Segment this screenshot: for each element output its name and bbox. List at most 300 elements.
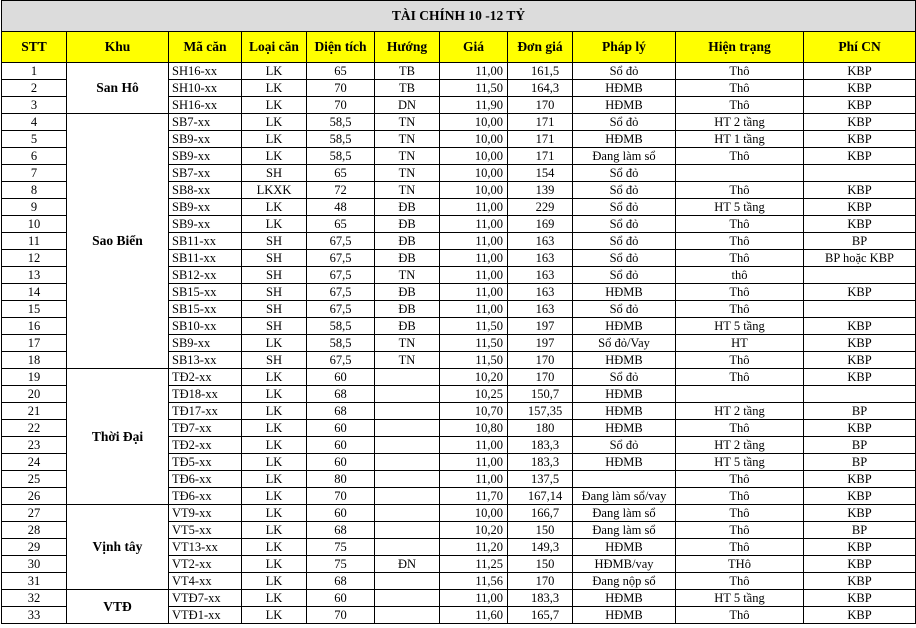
cell-ma-can: VT13-xx (169, 539, 242, 556)
cell-huong: TN (375, 335, 440, 352)
cell-ma-can: SB7-xx (169, 114, 242, 131)
cell-stt: 4 (2, 114, 67, 131)
cell-loai-can: LK (242, 522, 307, 539)
cell-loai-can: LK (242, 437, 307, 454)
cell-stt: 20 (2, 386, 67, 403)
cell-loai-can: LK (242, 488, 307, 505)
cell-don-gia: 171 (508, 148, 573, 165)
cell-phap-ly: HĐMB (573, 590, 676, 607)
cell-don-gia: 150 (508, 522, 573, 539)
cell-huong (375, 573, 440, 590)
cell-don-gia: 169 (508, 216, 573, 233)
cell-don-gia: 164,3 (508, 80, 573, 97)
cell-dien-tich: 70 (307, 80, 375, 97)
cell-dien-tich: 70 (307, 97, 375, 114)
header-dien-tich: Diện tích (307, 32, 375, 63)
cell-phap-ly: Sổ đỏ (573, 199, 676, 216)
cell-ma-can: SH16-xx (169, 63, 242, 80)
cell-phi-cn: KBP (804, 182, 916, 199)
cell-gia: 11,50 (440, 80, 508, 97)
cell-huong: TN (375, 352, 440, 369)
cell-ma-can: VT2-xx (169, 556, 242, 573)
cell-ma-can: SB11-xx (169, 250, 242, 267)
cell-phap-ly: Sổ đỏ (573, 250, 676, 267)
cell-gia: 11,00 (440, 454, 508, 471)
cell-gia: 10,00 (440, 505, 508, 522)
cell-hien-trang: Thô (676, 97, 804, 114)
cell-phi-cn (804, 386, 916, 403)
cell-phap-ly: HĐMB (573, 318, 676, 335)
cell-huong: ĐN (375, 556, 440, 573)
cell-phap-ly (573, 471, 676, 488)
cell-phi-cn (804, 267, 916, 284)
cell-ma-can: TĐ6-xx (169, 471, 242, 488)
cell-don-gia: 171 (508, 131, 573, 148)
cell-stt: 21 (2, 403, 67, 420)
cell-phi-cn: KBP (804, 284, 916, 301)
header-khu: Khu (67, 32, 169, 63)
cell-hien-trang: Thô (676, 80, 804, 97)
cell-loai-can: LK (242, 420, 307, 437)
cell-dien-tich: 60 (307, 454, 375, 471)
cell-stt: 19 (2, 369, 67, 386)
cell-don-gia: 183,3 (508, 437, 573, 454)
cell-don-gia: 180 (508, 420, 573, 437)
cell-hien-trang: Thô (676, 471, 804, 488)
cell-ma-can: SB9-xx (169, 131, 242, 148)
cell-ma-can: SH16-xx (169, 97, 242, 114)
cell-don-gia: 163 (508, 284, 573, 301)
cell-phap-ly: HĐMB (573, 97, 676, 114)
cell-stt: 27 (2, 505, 67, 522)
cell-gia: 10,70 (440, 403, 508, 420)
cell-dien-tich: 67,5 (307, 233, 375, 250)
cell-dien-tich: 72 (307, 182, 375, 199)
cell-hien-trang: HT 1 tầng (676, 131, 804, 148)
cell-phi-cn: KBP (804, 471, 916, 488)
cell-loai-can: LK (242, 148, 307, 165)
cell-ma-can: VT9-xx (169, 505, 242, 522)
cell-phap-ly: HĐMB (573, 403, 676, 420)
cell-ma-can: VT4-xx (169, 573, 242, 590)
zone-name: Sao Biển (67, 114, 169, 369)
cell-phi-cn: KBP (804, 148, 916, 165)
cell-gia: 10,25 (440, 386, 508, 403)
cell-don-gia: 149,3 (508, 539, 573, 556)
cell-loai-can: LK (242, 97, 307, 114)
cell-don-gia: 183,3 (508, 590, 573, 607)
cell-gia: 11,00 (440, 471, 508, 488)
cell-hien-trang: Thô (676, 216, 804, 233)
cell-stt: 29 (2, 539, 67, 556)
cell-don-gia: 163 (508, 267, 573, 284)
cell-phap-ly: Sổ đỏ (573, 165, 676, 182)
cell-ma-can: SB9-xx (169, 216, 242, 233)
cell-phap-ly: HĐMB (573, 420, 676, 437)
cell-stt: 1 (2, 63, 67, 80)
cell-ma-can: SB11-xx (169, 233, 242, 250)
cell-huong (375, 454, 440, 471)
cell-loai-can: LK (242, 454, 307, 471)
cell-stt: 13 (2, 267, 67, 284)
table-title: TÀI CHÍNH 10 -12 TỶ (2, 1, 916, 32)
cell-dien-tich: 58,5 (307, 335, 375, 352)
cell-stt: 7 (2, 165, 67, 182)
cell-loai-can: LK (242, 556, 307, 573)
cell-don-gia: 150,7 (508, 386, 573, 403)
cell-stt: 15 (2, 301, 67, 318)
cell-huong (375, 488, 440, 505)
zone-name: Vịnh tây (67, 505, 169, 590)
cell-stt: 8 (2, 182, 67, 199)
cell-don-gia: 165,7 (508, 607, 573, 624)
cell-huong: TN (375, 131, 440, 148)
cell-don-gia: 170 (508, 97, 573, 114)
cell-dien-tich: 60 (307, 590, 375, 607)
cell-phi-cn (804, 165, 916, 182)
cell-stt: 23 (2, 437, 67, 454)
cell-hien-trang: HT 5 tầng (676, 454, 804, 471)
cell-stt: 28 (2, 522, 67, 539)
cell-dien-tich: 58,5 (307, 131, 375, 148)
cell-ma-can: VTĐ1-xx (169, 607, 242, 624)
cell-phap-ly: HĐMB (573, 454, 676, 471)
cell-huong: ĐB (375, 301, 440, 318)
cell-don-gia: 167,14 (508, 488, 573, 505)
cell-phap-ly: Đang làm sổ (573, 522, 676, 539)
cell-hien-trang: Thô (676, 352, 804, 369)
table-header-row (2, 32, 916, 63)
cell-phap-ly: HĐMB (573, 607, 676, 624)
cell-ma-can: SB8-xx (169, 182, 242, 199)
cell-phap-ly: HĐMB (573, 80, 676, 97)
cell-huong: ĐB (375, 199, 440, 216)
cell-phap-ly: HĐMB (573, 352, 676, 369)
cell-hien-trang (676, 165, 804, 182)
cell-huong: ĐB (375, 216, 440, 233)
cell-stt: 33 (2, 607, 67, 624)
cell-huong (375, 386, 440, 403)
cell-loai-can: SH (242, 284, 307, 301)
cell-huong (375, 471, 440, 488)
cell-loai-can: SH (242, 352, 307, 369)
cell-gia: 11,00 (440, 63, 508, 80)
cell-phap-ly: HĐMB (573, 284, 676, 301)
cell-stt: 6 (2, 148, 67, 165)
cell-phi-cn: KBP (804, 607, 916, 624)
cell-dien-tich: 65 (307, 216, 375, 233)
cell-hien-trang: HT 2 tầng (676, 114, 804, 131)
cell-huong: TN (375, 182, 440, 199)
cell-stt: 31 (2, 573, 67, 590)
cell-don-gia: 183,3 (508, 454, 573, 471)
cell-huong (375, 607, 440, 624)
cell-hien-trang: Thô (676, 573, 804, 590)
cell-ma-can: VT5-xx (169, 522, 242, 539)
cell-phi-cn: KBP (804, 131, 916, 148)
cell-phap-ly: Đang làm sổ (573, 148, 676, 165)
cell-gia: 11,00 (440, 216, 508, 233)
cell-dien-tich: 60 (307, 505, 375, 522)
cell-dien-tich: 68 (307, 573, 375, 590)
cell-stt: 12 (2, 250, 67, 267)
cell-huong (375, 420, 440, 437)
cell-loai-can: SH (242, 267, 307, 284)
cell-phap-ly: HĐMB (573, 539, 676, 556)
cell-phap-ly: Đang làm sổ (573, 505, 676, 522)
cell-gia: 10,80 (440, 420, 508, 437)
table-title-row (2, 1, 916, 32)
cell-ma-can: TĐ2-xx (169, 437, 242, 454)
cell-dien-tich: 68 (307, 403, 375, 420)
cell-ma-can: SB12-xx (169, 267, 242, 284)
cell-hien-trang: HT 5 tầng (676, 590, 804, 607)
cell-gia: 11,50 (440, 318, 508, 335)
cell-huong: TN (375, 267, 440, 284)
cell-phi-cn: KBP (804, 488, 916, 505)
cell-hien-trang: Thô (676, 505, 804, 522)
cell-phi-cn: KBP (804, 369, 916, 386)
cell-don-gia: 161,5 (508, 63, 573, 80)
cell-loai-can: SH (242, 301, 307, 318)
cell-ma-can: SB9-xx (169, 199, 242, 216)
cell-huong (375, 403, 440, 420)
cell-phi-cn: KBP (804, 556, 916, 573)
cell-loai-can: LK (242, 386, 307, 403)
cell-dien-tich: 65 (307, 165, 375, 182)
cell-stt: 5 (2, 131, 67, 148)
cell-don-gia: 170 (508, 573, 573, 590)
cell-dien-tich: 60 (307, 420, 375, 437)
header-huong: Hướng (375, 32, 440, 63)
cell-don-gia: 170 (508, 352, 573, 369)
cell-gia: 10,20 (440, 522, 508, 539)
cell-hien-trang: Thô (676, 301, 804, 318)
cell-hien-trang: Thô (676, 284, 804, 301)
cell-gia: 11,50 (440, 352, 508, 369)
cell-gia: 11,90 (440, 97, 508, 114)
cell-gia: 11,00 (440, 267, 508, 284)
cell-ma-can: SB13-xx (169, 352, 242, 369)
cell-gia: 11,70 (440, 488, 508, 505)
cell-dien-tich: 67,5 (307, 352, 375, 369)
cell-ma-can: TĐ18-xx (169, 386, 242, 403)
cell-phap-ly: HĐMB (573, 386, 676, 403)
cell-ma-can: TĐ5-xx (169, 454, 242, 471)
cell-hien-trang: Thô (676, 233, 804, 250)
cell-hien-trang: Thô (676, 182, 804, 199)
cell-phi-cn: KBP (804, 420, 916, 437)
cell-loai-can: LK (242, 590, 307, 607)
cell-phi-cn: KBP (804, 539, 916, 556)
cell-huong: TB (375, 80, 440, 97)
cell-phi-cn: KBP (804, 335, 916, 352)
cell-dien-tich: 67,5 (307, 284, 375, 301)
cell-dien-tich: 65 (307, 63, 375, 80)
cell-stt: 30 (2, 556, 67, 573)
table-row (2, 590, 916, 607)
cell-hien-trang: HT 5 tầng (676, 199, 804, 216)
cell-loai-can: LK (242, 505, 307, 522)
cell-ma-can: SB7-xx (169, 165, 242, 182)
cell-gia: 11,20 (440, 539, 508, 556)
cell-hien-trang: Thô (676, 539, 804, 556)
cell-phi-cn: BP (804, 522, 916, 539)
cell-phap-ly: Sổ đỏ (573, 182, 676, 199)
cell-don-gia: 166,7 (508, 505, 573, 522)
cell-dien-tich: 80 (307, 471, 375, 488)
cell-phi-cn: KBP (804, 318, 916, 335)
cell-stt: 3 (2, 97, 67, 114)
cell-don-gia: 139 (508, 182, 573, 199)
price-table (1, 0, 916, 624)
cell-phi-cn: KBP (804, 199, 916, 216)
cell-stt: 2 (2, 80, 67, 97)
cell-phap-ly: Sổ đỏ (573, 233, 676, 250)
cell-hien-trang: Thô (676, 488, 804, 505)
cell-loai-can: LK (242, 131, 307, 148)
cell-dien-tich: 68 (307, 522, 375, 539)
cell-stt: 18 (2, 352, 67, 369)
cell-huong: ĐB (375, 250, 440, 267)
header-hien-trang: Hiện trạng (676, 32, 804, 63)
cell-ma-can: TĐ7-xx (169, 420, 242, 437)
cell-ma-can: TĐ2-xx (169, 369, 242, 386)
zone-name: VTĐ (67, 590, 169, 624)
cell-huong: ĐB (375, 318, 440, 335)
cell-stt: 9 (2, 199, 67, 216)
cell-phap-ly: Sổ đỏ (573, 114, 676, 131)
cell-stt: 11 (2, 233, 67, 250)
cell-phi-cn: KBP (804, 590, 916, 607)
table-row (2, 114, 916, 131)
cell-huong: ĐB (375, 284, 440, 301)
cell-gia: 11,00 (440, 284, 508, 301)
header-don-gia: Đơn giá (508, 32, 573, 63)
cell-loai-can: LKXK (242, 182, 307, 199)
cell-phi-cn: BP (804, 233, 916, 250)
cell-gia: 11,60 (440, 607, 508, 624)
cell-gia: 10,00 (440, 165, 508, 182)
cell-hien-trang: THô (676, 556, 804, 573)
cell-huong (375, 437, 440, 454)
cell-loai-can: LK (242, 63, 307, 80)
cell-dien-tich: 58,5 (307, 318, 375, 335)
cell-huong (375, 539, 440, 556)
cell-gia: 11,00 (440, 250, 508, 267)
cell-phap-ly: Sổ đỏ (573, 63, 676, 80)
cell-don-gia: 163 (508, 233, 573, 250)
cell-hien-trang: HT 2 tầng (676, 437, 804, 454)
cell-gia: 11,00 (440, 199, 508, 216)
cell-hien-trang: Thô (676, 522, 804, 539)
cell-phap-ly: Sổ đỏ/Vay (573, 335, 676, 352)
cell-dien-tich: 75 (307, 556, 375, 573)
cell-don-gia: 170 (508, 369, 573, 386)
cell-hien-trang: thô (676, 267, 804, 284)
cell-phi-cn: KBP (804, 80, 916, 97)
cell-dien-tich: 67,5 (307, 301, 375, 318)
cell-loai-can: SH (242, 318, 307, 335)
cell-loai-can: SH (242, 250, 307, 267)
cell-dien-tich: 67,5 (307, 267, 375, 284)
cell-dien-tich: 75 (307, 539, 375, 556)
cell-hien-trang: Thô (676, 148, 804, 165)
cell-don-gia: 229 (508, 199, 573, 216)
cell-phi-cn: KBP (804, 63, 916, 80)
cell-gia: 10,20 (440, 369, 508, 386)
cell-gia: 11,50 (440, 335, 508, 352)
cell-ma-can: SB9-xx (169, 148, 242, 165)
cell-gia: 11,00 (440, 301, 508, 318)
cell-phap-ly: Sổ đỏ (573, 267, 676, 284)
cell-phi-cn: BP (804, 437, 916, 454)
cell-dien-tich: 70 (307, 607, 375, 624)
cell-hien-trang: Thô (676, 63, 804, 80)
cell-dien-tich: 68 (307, 386, 375, 403)
cell-dien-tich: 60 (307, 369, 375, 386)
cell-don-gia: 154 (508, 165, 573, 182)
cell-stt: 16 (2, 318, 67, 335)
header-gia: Giá (440, 32, 508, 63)
zone-name: San Hô (67, 63, 169, 114)
cell-hien-trang: Thô (676, 607, 804, 624)
cell-stt: 14 (2, 284, 67, 301)
cell-phi-cn: KBP (804, 97, 916, 114)
cell-loai-can: LK (242, 369, 307, 386)
cell-gia: 10,00 (440, 148, 508, 165)
cell-huong: TB (375, 63, 440, 80)
cell-gia: 10,00 (440, 182, 508, 199)
cell-stt: 10 (2, 216, 67, 233)
table-row (2, 63, 916, 80)
cell-gia: 11,25 (440, 556, 508, 573)
cell-stt: 17 (2, 335, 67, 352)
cell-phap-ly: Sổ đỏ (573, 369, 676, 386)
cell-huong (375, 505, 440, 522)
table-row (2, 505, 916, 522)
cell-phap-ly: Sổ đỏ (573, 301, 676, 318)
table-row (2, 369, 916, 386)
cell-don-gia: 163 (508, 250, 573, 267)
cell-huong: TN (375, 114, 440, 131)
cell-stt: 25 (2, 471, 67, 488)
cell-gia: 11,00 (440, 437, 508, 454)
cell-huong: TN (375, 148, 440, 165)
cell-stt: 26 (2, 488, 67, 505)
cell-ma-can: VTĐ7-xx (169, 590, 242, 607)
cell-phap-ly: HĐMB/vay (573, 556, 676, 573)
cell-loai-can: LK (242, 607, 307, 624)
cell-stt: 24 (2, 454, 67, 471)
cell-loai-can: LK (242, 80, 307, 97)
cell-hien-trang: HT 2 tầng (676, 403, 804, 420)
cell-don-gia: 157,35 (508, 403, 573, 420)
cell-don-gia: 171 (508, 114, 573, 131)
cell-gia: 11,00 (440, 233, 508, 250)
cell-hien-trang: Thô (676, 250, 804, 267)
cell-ma-can: SB15-xx (169, 301, 242, 318)
cell-phap-ly: Sổ đỏ (573, 437, 676, 454)
cell-gia: 11,56 (440, 573, 508, 590)
cell-huong (375, 590, 440, 607)
cell-phi-cn: KBP (804, 114, 916, 131)
header-phap-ly: Pháp lý (573, 32, 676, 63)
cell-hien-trang: Thô (676, 420, 804, 437)
cell-dien-tich: 58,5 (307, 114, 375, 131)
cell-huong: DN (375, 97, 440, 114)
cell-phap-ly: Sổ đỏ (573, 216, 676, 233)
